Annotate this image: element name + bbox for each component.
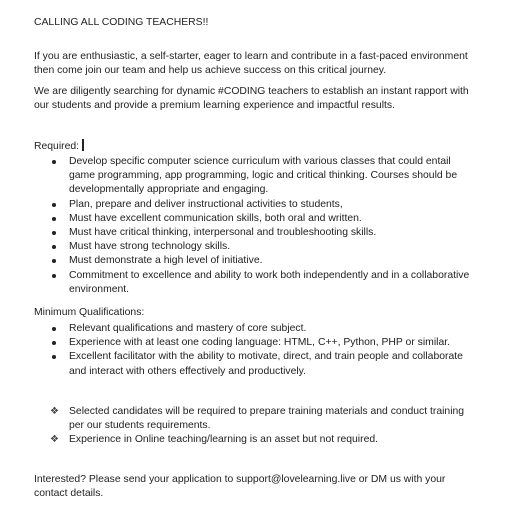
- list-item: [34, 433, 474, 447]
- list-item-text: Must have critical thinking, interpersonal and troubleshooting skills.: [69, 227, 377, 239]
- list-item-text: Develop specific computer science curriculum with various classes that could entail game programming, app programming, logic and critical thinking. Courses should be developmentally appropriate and engaging.: [69, 156, 458, 196]
- bullet-icon: [52, 274, 56, 278]
- list-item: [34, 240, 474, 254]
- diamond-bullet-icon: ❖: [50, 406, 59, 417]
- bullet-icon: [52, 355, 56, 359]
- bullet-icon: [52, 203, 56, 207]
- list-item-text: Must have strong technology skills.: [69, 241, 231, 253]
- list-item: [34, 336, 474, 350]
- required-list: [34, 155, 474, 297]
- list-item: [34, 155, 474, 198]
- list-item-text: Experience in Online teaching/learning is an asset but not required.: [69, 434, 379, 446]
- bullet-icon: [52, 259, 56, 263]
- list-item: [34, 405, 474, 433]
- required-section-label: [34, 139, 84, 154]
- post-title: CALLING ALL CODING TEACHERS!!: [34, 17, 209, 28]
- bullet-icon: [52, 245, 56, 249]
- intro-paragraph-1: If you are enthusiastic, a self-starter, eager to learn and contribute in a fast-paced environment then come join our team and help us achieve success on this critical journey.: [34, 51, 468, 77]
- list-item: [34, 212, 474, 226]
- minimum-qualifications-list: [34, 322, 474, 379]
- text-cursor: [82, 139, 84, 151]
- diamond-bullet-icon: ❖: [50, 434, 59, 446]
- list-item-text: Selected candidates will be required to prepare training materials and conduct training per our students requirements.: [69, 406, 465, 432]
- bullet-icon: [52, 341, 56, 345]
- list-item: [34, 198, 474, 212]
- list-item: [34, 254, 474, 268]
- closing-paragraph: Interested? Please send your application to support@lovelearning.live or DM us with your contact details.: [34, 474, 446, 500]
- intro-paragraph-2: We are diligently searching for dynamic #CODING teachers to establish an instant rapport with our students and provide a premium learning experience and impactful results.: [34, 86, 469, 112]
- minimum-qualifications-label: Minimum Qualifications:: [34, 307, 145, 318]
- list-item: [34, 322, 474, 336]
- list-item: [34, 269, 474, 297]
- list-item-text: Plan, prepare and deliver instructional activities to students,: [69, 198, 343, 210]
- list-item-text: Must have excellent communication skills, both oral and written.: [69, 212, 362, 224]
- bullet-icon: [52, 327, 56, 331]
- list-item-text: Relevant qualifications and mastery of core subject.: [69, 323, 307, 334]
- list-item-text: Must demonstrate a high level of initiative.: [69, 255, 263, 267]
- list-item-text: Experience with at least one coding language: HTML, C++, Python, PHP or similar.: [69, 337, 450, 349]
- list-item: [34, 350, 474, 378]
- notes-list: [34, 405, 474, 448]
- list-item-text: Excellent facilitator with the ability to motivate, direct, and train people and collaborate and interact with others effectively and productively.: [69, 351, 463, 377]
- bullet-icon: [52, 160, 56, 164]
- list-item-text: Commitment to excellence and ability to work both independently and in a collaborative environment.: [69, 269, 470, 295]
- bullet-icon: [52, 217, 56, 221]
- list-item: [34, 226, 474, 240]
- required-label-text: Required:: [34, 141, 80, 152]
- bullet-icon: [52, 231, 56, 235]
